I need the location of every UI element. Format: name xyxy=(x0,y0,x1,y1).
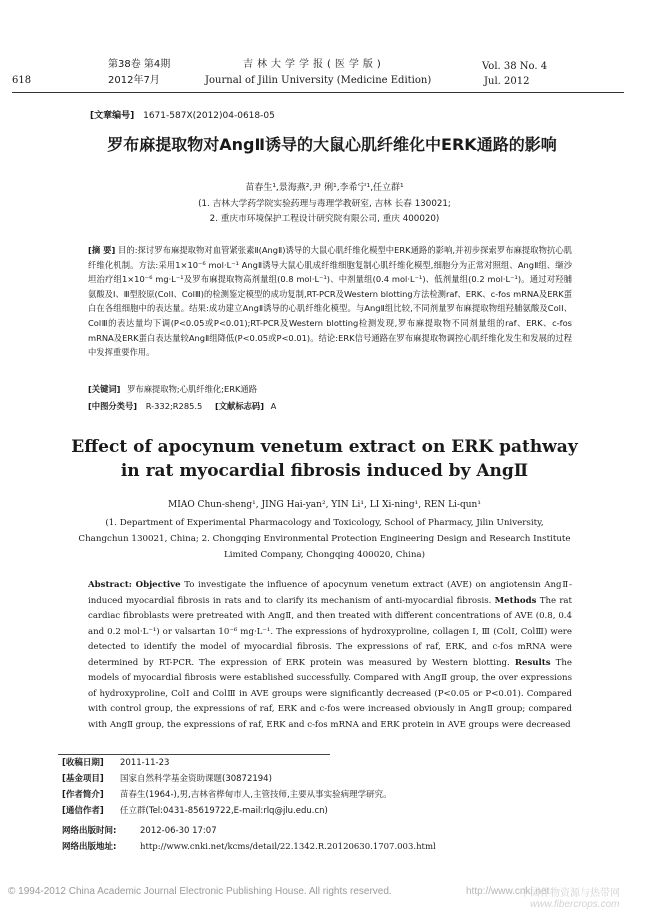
abstract-cn xyxy=(88,243,572,360)
title-cn: 罗布麻提取物对AngⅡ诱导的大鼠心肌纤维化中ERK通路的影响 xyxy=(107,135,557,154)
abstract-en-label: Abstract: xyxy=(88,580,132,590)
volume-cn: 第38卷 第4期 xyxy=(108,59,171,70)
results-text: The models of myocardial fibrosis were established successfully. Compared with AngⅡ group, the over expressions of hydroxyproline, ColⅠ and ColⅢ in AVE groups were significantly decreased (P<0.05 or P<0.01). Compared with control group, the expressions of raf, ERK and c-fos were increased obviously in AngⅡ group; compared with AngⅡ group, the expressions of raf, ERK and c-fos mRNA and ERK protein in AVE groups were decreased xyxy=(88,657,573,730)
classification xyxy=(88,399,572,414)
doc-code-value: A xyxy=(270,401,277,411)
keywords-cn xyxy=(88,382,572,397)
methods-label: Methods xyxy=(494,595,537,606)
online-pub-url-link[interactable]: http://www.cnki.net/kcms/detail/22.1342.R.20120630.1707.003.html xyxy=(140,842,436,852)
watermark-cn: 中国作物资源与热带网 xyxy=(520,888,620,899)
date-en: Jul. 2012 xyxy=(484,76,530,87)
objective-text: To investigate the influence of apocynum venetum extract (AVE) on angiotensin AngⅡ-induced myocardial fibrosis in rats and to clarify its mechanism of anti-myocardial fibrosis. xyxy=(88,580,573,606)
authors-cn: 苗春生¹,景海燕²,尹 俐¹,李希宁¹,任立群¹ xyxy=(245,183,404,193)
objective-label: Objective xyxy=(135,580,181,590)
footnote-value: 苗春生(1964-),男,吉林省桦甸市人,主管技师,主要从事实验病理学研究。 xyxy=(120,790,392,800)
copyright-url[interactable]: http://www.cnki.net xyxy=(466,886,550,897)
affiliation-cn-2: 2. 重庆市环境保护工程设计研究院有限公司, 重庆 400020) xyxy=(209,214,440,224)
abstract-en xyxy=(88,578,572,733)
header-rule xyxy=(12,92,624,93)
authors-en: MIAO Chun-sheng¹, JING Hai-yan², YIN Li¹, LI Xi-ning¹, REN Li-qun¹ xyxy=(168,500,481,510)
keywords-cn-label: [关键词] xyxy=(88,384,121,394)
abstract-cn-text: 目的:探讨罗布麻提取物对血管紧张素Ⅱ(AngⅡ)诱导的大鼠心肌纤维化模型中ERK通路的影响,并初步探索罗布麻提取物抗心肌纤维化机制。方法:采用1×10⁻⁶ mol·L⁻¹ AngⅡ诱导大鼠心肌成纤维细胞复制心肌纤维化模型,细胞分为正常对照组、AngⅡ组、缬沙坦治疗组1×10⁻⁶ mg·L⁻¹及罗布麻提取物高剂量组(0.8 mol·L⁻¹)、中剂量组(0.4 mol·L⁻¹)、低剂量组(0.2 mol·L⁻¹)。通过对羟脯氨酸及Ⅰ、Ⅲ型胶原(ColⅠ、ColⅢ)的检测鉴定模型的成功复制,RT-PCR及Western blotting方法检测raf、ERK、c-fos mRNA及ERK蛋白在各组细胞中的表达量。结果:成功建立AngⅡ诱导的心肌纤维化模型。与AngⅡ组比较,不同剂量罗布麻提取物组羟脯氨酸及ColⅠ、ColⅢ的表达量均下调(P<0.05或P<0.01);RT-PCR及Western blotting检测发现,罗布麻提取物不同剂量组的raf、ERK、c-fos mRNA及ERK蛋白表达量较AngⅡ组降低(P<0.05或P<0.01)。结论:ERK信号通路在罗布麻提取物调控心肌纤维化发生和发展的过程中发挥重要作用。 xyxy=(88,245,572,358)
title-en-line-1: Effect of apocynum venetum extract on ERK pathway xyxy=(71,437,578,457)
footnote-funding xyxy=(62,771,272,788)
footnote-label: [基金项目] xyxy=(62,774,104,784)
footnote-label: [作者简介] xyxy=(62,790,104,800)
online-pub-time-label: 网络出版时间: xyxy=(62,826,117,836)
title-en-line-2: in rat myocardial fibrosis induced by AngⅡ xyxy=(120,461,529,481)
classification-value: R-332;R285.5 xyxy=(145,401,203,411)
methods-text: The rat cardiac fibroblasts were pretreated with AngⅡ, and then treated with different concentrations of AVE (0.8, 0.4 and 0.2 mol·L⁻¹) or valsartan 10⁻⁶ mg·L⁻¹. The expressions of hydroxyproline, collagen Ⅰ, Ⅲ (ColⅠ, ColⅢ) were detected to identify the model of myocardial fibrosis. The expressions of raf, ERK, and c-fos mRNA were determined by RT-PCR. The expression of ERK protein was measured by Western blotting. xyxy=(88,595,573,668)
keywords-cn-text: 罗布麻提取物;心肌纤维化;ERK通路 xyxy=(127,384,258,394)
footnote-value: 任立群(Tel:0431-85619722,E-mail:rlq@jlu.edu.cn) xyxy=(120,806,328,816)
footnote-value: 国家自然科学基金资助课题(30872194) xyxy=(120,774,272,784)
volume-en: Vol. 38 No. 4 xyxy=(482,61,548,72)
online-pub-url xyxy=(62,839,436,856)
classification-label: [中图分类号] xyxy=(88,401,138,411)
abstract-cn-label: [摘 要] xyxy=(88,245,116,255)
results-label: Results xyxy=(514,657,551,668)
footnote-label: [收稿日期] xyxy=(62,758,104,768)
copyright-notice: © 1994-2012 China Academic Journal Electronic Publishing House. All rights reserved. xyxy=(8,886,392,897)
affiliation-en-1: (1. Department of Experimental Pharmacology and Toxicology, School of Pharmacy, Jilin University, xyxy=(105,518,544,528)
article-id-label: [文章编号] xyxy=(90,111,135,121)
page-number: 618 xyxy=(12,75,32,86)
affiliation-en-2: Changchun 130021, China; 2. Chongqing Environmental Protection Engineering Design and Research Institute xyxy=(78,534,571,544)
footnote-correspondence xyxy=(62,803,328,820)
footnote-received xyxy=(62,755,169,772)
article-id-value: 1671-587Ⅹ(2012)04-0618-05 xyxy=(143,111,275,121)
footnote-author xyxy=(62,787,392,804)
article-id xyxy=(90,108,275,121)
affiliation-en-3: Limited Company, Chongqing 400020, China) xyxy=(223,550,425,560)
journal-cn: 吉林大学学报(医学版) xyxy=(243,59,385,70)
online-pub-url-label: 网络出版地址: xyxy=(62,842,117,852)
footnote-label: [通信作者] xyxy=(62,806,104,816)
online-pub-time xyxy=(62,823,217,840)
affiliation-cn-1: (1. 吉林大学药学院实验药理与毒理学教研室, 吉林 长春 130021; xyxy=(198,199,451,209)
doc-code-label: [文献标志码] xyxy=(214,401,265,411)
journal-en: Journal of Jilin University (Medicine Edition) xyxy=(205,75,432,86)
date-cn: 2012年7月 xyxy=(108,75,160,86)
footnote-value: 2011-11-23 xyxy=(120,758,170,768)
watermark-en: www.fibercrops.com xyxy=(530,899,620,910)
online-pub-time-value: 2012-06-30 17:07 xyxy=(140,826,217,836)
